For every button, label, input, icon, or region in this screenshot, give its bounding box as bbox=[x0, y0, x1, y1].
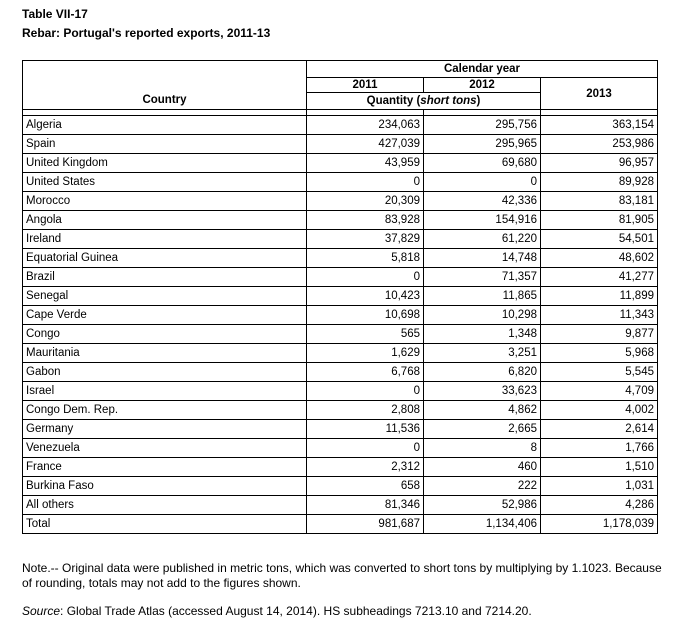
country-cell: Equatorial Guinea bbox=[23, 249, 307, 268]
country-cell: Congo bbox=[23, 325, 307, 344]
value-2012-cell: 8 bbox=[424, 439, 541, 458]
value-2011-cell: 6,768 bbox=[307, 363, 424, 382]
country-cell: Venezuela bbox=[23, 439, 307, 458]
country-cell: United States bbox=[23, 173, 307, 192]
value-2011-cell: 0 bbox=[307, 173, 424, 192]
value-2012-cell: 3,251 bbox=[424, 344, 541, 363]
country-cell: Cape Verde bbox=[23, 306, 307, 325]
value-2012-cell: 460 bbox=[424, 458, 541, 477]
value-2012-cell: 295,756 bbox=[424, 116, 541, 135]
value-2011-cell: 2,808 bbox=[307, 401, 424, 420]
value-2012-cell: 0 bbox=[424, 173, 541, 192]
value-2012-cell: 154,916 bbox=[424, 211, 541, 230]
table-row bbox=[23, 401, 658, 420]
value-2011-cell: 2,312 bbox=[307, 458, 424, 477]
table-row bbox=[23, 496, 658, 515]
table-row bbox=[23, 211, 658, 230]
country-cell: Angola bbox=[23, 211, 307, 230]
value-2013-cell: 363,154 bbox=[541, 116, 658, 135]
value-2013-cell: 89,928 bbox=[541, 173, 658, 192]
year-header-2013: 2013 bbox=[541, 78, 658, 110]
value-2013-cell: 1,031 bbox=[541, 477, 658, 496]
value-2012-cell: 10,298 bbox=[424, 306, 541, 325]
exports-table bbox=[22, 60, 658, 534]
value-2013-cell: 5,968 bbox=[541, 344, 658, 363]
table-row bbox=[23, 477, 658, 496]
value-2011-cell: 565 bbox=[307, 325, 424, 344]
table-row bbox=[23, 382, 658, 401]
value-2011-cell: 1,629 bbox=[307, 344, 424, 363]
value-2012-cell: 11,865 bbox=[424, 287, 541, 306]
calendar-year-header: Calendar year bbox=[307, 61, 658, 78]
value-2011-cell: 81,346 bbox=[307, 496, 424, 515]
country-cell: Congo Dem. Rep. bbox=[23, 401, 307, 420]
value-2012-cell: 222 bbox=[424, 477, 541, 496]
value-2011-cell: 0 bbox=[307, 268, 424, 287]
value-2013-cell: 11,899 bbox=[541, 287, 658, 306]
value-2011-cell: 5,818 bbox=[307, 249, 424, 268]
country-cell: Gabon bbox=[23, 363, 307, 382]
value-2011-cell: 234,063 bbox=[307, 116, 424, 135]
country-cell: Senegal bbox=[23, 287, 307, 306]
value-2013-cell: 48,602 bbox=[541, 249, 658, 268]
table-row bbox=[23, 192, 658, 211]
table-row bbox=[23, 515, 658, 534]
value-2011-cell: 10,698 bbox=[307, 306, 424, 325]
value-2013-cell: 96,957 bbox=[541, 154, 658, 173]
source-text: : Global Trade Atlas (accessed August 14, 2014). HS subheadings 7213.10 and 7214.20. bbox=[60, 604, 532, 618]
country-cell: Morocco bbox=[23, 192, 307, 211]
year-header-2011: 2011 bbox=[307, 78, 424, 93]
country-cell: United Kingdom bbox=[23, 154, 307, 173]
table-row bbox=[23, 116, 658, 135]
country-cell: Total bbox=[23, 515, 307, 534]
table-row bbox=[23, 135, 658, 154]
value-2012-cell: 14,748 bbox=[424, 249, 541, 268]
value-2012-cell: 295,965 bbox=[424, 135, 541, 154]
value-2012-cell: 33,623 bbox=[424, 382, 541, 401]
table-row bbox=[23, 363, 658, 382]
country-cell: Mauritania bbox=[23, 344, 307, 363]
value-2013-cell: 2,614 bbox=[541, 420, 658, 439]
table-body bbox=[23, 116, 658, 534]
country-cell: Algeria bbox=[23, 116, 307, 135]
table-source bbox=[22, 604, 532, 619]
value-2013-cell: 54,501 bbox=[541, 230, 658, 249]
table-row bbox=[23, 173, 658, 192]
value-2013-cell: 41,277 bbox=[541, 268, 658, 287]
value-2012-cell: 1,348 bbox=[424, 325, 541, 344]
value-2013-cell: 253,986 bbox=[541, 135, 658, 154]
value-2012-cell: 4,862 bbox=[424, 401, 541, 420]
quantity-prefix: Quantity ( bbox=[366, 95, 421, 107]
value-2011-cell: 427,039 bbox=[307, 135, 424, 154]
country-cell: All others bbox=[23, 496, 307, 515]
quantity-unit: short tons bbox=[420, 95, 477, 107]
country-cell: Germany bbox=[23, 420, 307, 439]
value-2013-cell: 4,002 bbox=[541, 401, 658, 420]
value-2012-cell: 61,220 bbox=[424, 230, 541, 249]
value-2011-cell: 11,536 bbox=[307, 420, 424, 439]
table-row bbox=[23, 439, 658, 458]
table-title: Rebar: Portugal's reported exports, 2011-13 bbox=[22, 26, 271, 40]
table-row bbox=[23, 154, 658, 173]
table-row bbox=[23, 325, 658, 344]
value-2011-cell: 981,687 bbox=[307, 515, 424, 534]
value-2011-cell: 658 bbox=[307, 477, 424, 496]
source-label: Source bbox=[22, 604, 61, 618]
table-row bbox=[23, 420, 658, 439]
country-cell: Brazil bbox=[23, 268, 307, 287]
value-2012-cell: 2,665 bbox=[424, 420, 541, 439]
header-row-calendar bbox=[23, 61, 658, 78]
quantity-unit-header bbox=[307, 93, 541, 110]
year-header-2012: 2012 bbox=[424, 78, 541, 93]
value-2011-cell: 83,928 bbox=[307, 211, 424, 230]
quantity-suffix: ) bbox=[476, 95, 481, 107]
value-2011-cell: 0 bbox=[307, 382, 424, 401]
value-2011-cell: 43,959 bbox=[307, 154, 424, 173]
value-2013-cell: 4,709 bbox=[541, 382, 658, 401]
table-row bbox=[23, 268, 658, 287]
value-2013-cell: 5,545 bbox=[541, 363, 658, 382]
value-2012-cell: 52,986 bbox=[424, 496, 541, 515]
table-row bbox=[23, 287, 658, 306]
value-2012-cell: 1,134,406 bbox=[424, 515, 541, 534]
value-2013-cell: 83,181 bbox=[541, 192, 658, 211]
value-2013-cell: 11,343 bbox=[541, 306, 658, 325]
country-cell: Ireland bbox=[23, 230, 307, 249]
country-cell: Spain bbox=[23, 135, 307, 154]
value-2013-cell: 4,286 bbox=[541, 496, 658, 515]
value-2012-cell: 71,357 bbox=[424, 268, 541, 287]
country-cell: Burkina Faso bbox=[23, 477, 307, 496]
value-2013-cell: 81,905 bbox=[541, 211, 658, 230]
value-2013-cell: 1,766 bbox=[541, 439, 658, 458]
table-row bbox=[23, 458, 658, 477]
table-row bbox=[23, 306, 658, 325]
table-number: Table VII-17 bbox=[22, 7, 88, 21]
value-2013-cell: 1,178,039 bbox=[541, 515, 658, 534]
value-2013-cell: 9,877 bbox=[541, 325, 658, 344]
table-row bbox=[23, 230, 658, 249]
table-row bbox=[23, 344, 658, 363]
country-column-header: Country bbox=[23, 61, 307, 110]
value-2012-cell: 69,680 bbox=[424, 154, 541, 173]
value-2012-cell: 42,336 bbox=[424, 192, 541, 211]
value-2012-cell: 6,820 bbox=[424, 363, 541, 382]
table-row bbox=[23, 249, 658, 268]
value-2011-cell: 37,829 bbox=[307, 230, 424, 249]
table-note: Note.-- Original data were published in metric tons, which was converted to short tons by multiplying by 1.1023. Because of rounding, totals may not add to the figures shown. bbox=[22, 561, 662, 590]
country-cell: Israel bbox=[23, 382, 307, 401]
country-cell: France bbox=[23, 458, 307, 477]
value-2011-cell: 20,309 bbox=[307, 192, 424, 211]
value-2011-cell: 0 bbox=[307, 439, 424, 458]
value-2013-cell: 1,510 bbox=[541, 458, 658, 477]
value-2011-cell: 10,423 bbox=[307, 287, 424, 306]
